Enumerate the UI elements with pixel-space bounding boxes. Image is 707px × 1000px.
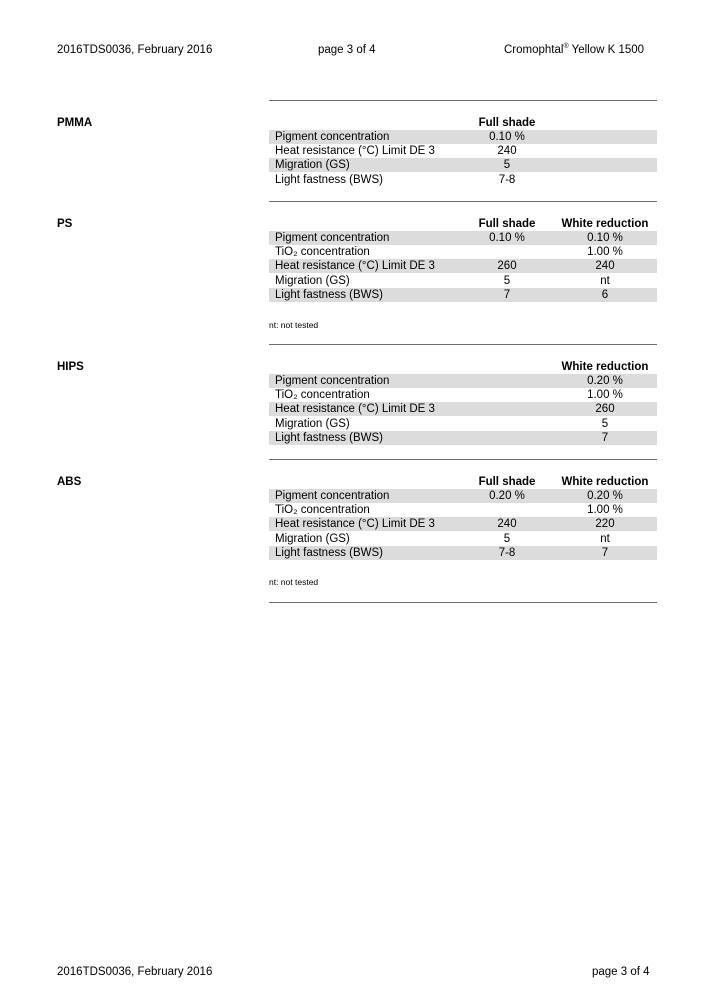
table-row <box>269 158 657 172</box>
table-row <box>269 245 657 259</box>
table-row <box>269 532 657 546</box>
value-full-shade: 0.10 % <box>489 232 525 244</box>
value-full-shade: 0.10 % <box>489 131 525 143</box>
row-label: TiO₂ concentration <box>275 504 370 516</box>
value-full-shade: 240 <box>497 145 517 157</box>
section-rule <box>269 100 657 101</box>
registered-mark: ® <box>563 43 569 51</box>
value-full-shade: 5 <box>503 159 511 171</box>
col-header-full-shade: Full shade <box>478 218 536 230</box>
header-product <box>504 44 644 56</box>
product-suffix: Yellow K 1500 <box>568 44 645 56</box>
section-title: PMMA <box>57 117 93 129</box>
header-doc-id: 2016TDS0036, February 2016 <box>57 44 213 56</box>
table-row <box>269 417 657 431</box>
row-label: TiO₂ concentration <box>275 246 370 258</box>
row-label: Heat resistance (°C) Limit DE 3 <box>275 145 435 157</box>
footer-doc-id: 2016TDS0036, February 2016 <box>57 966 213 978</box>
row-label: Light fastness (BWS) <box>275 174 384 186</box>
row-label: Migration (GS) <box>275 418 350 430</box>
value-white-reduction: 0.20 % <box>587 375 623 387</box>
table-row <box>269 489 657 503</box>
value-full-shade: 7 <box>503 289 511 301</box>
section-title: ABS <box>57 476 82 488</box>
row-label: Pigment concentration <box>275 232 390 244</box>
value-full-shade: 7-8 <box>498 547 516 559</box>
section-title: PS <box>57 218 73 230</box>
row-label: Pigment concentration <box>275 490 390 502</box>
row-label: Pigment concentration <box>275 375 390 387</box>
value-white-reduction: 260 <box>595 403 615 415</box>
table-row <box>269 173 657 187</box>
table-row <box>269 402 657 416</box>
table-row <box>269 503 657 517</box>
value-full-shade: 240 <box>497 518 517 530</box>
table-row <box>269 431 657 445</box>
row-label: Light fastness (BWS) <box>275 289 384 301</box>
table-row <box>269 388 657 402</box>
row-label: Migration (GS) <box>275 275 350 287</box>
row-label: Migration (GS) <box>275 533 350 545</box>
value-white-reduction: 220 <box>595 518 615 530</box>
value-full-shade: 0.20 % <box>489 490 525 502</box>
footnote: nt: not tested <box>269 577 319 587</box>
row-label: Migration (GS) <box>275 159 350 171</box>
value-white-reduction: 1.00 % <box>587 389 623 401</box>
value-full-shade: 5 <box>503 533 511 545</box>
value-full-shade: 5 <box>503 275 511 287</box>
value-white-reduction: 0.20 % <box>587 490 623 502</box>
table-row <box>269 274 657 288</box>
table-row <box>269 546 657 560</box>
row-label: TiO₂ concentration <box>275 389 370 401</box>
row-label: Light fastness (BWS) <box>275 432 384 444</box>
footnote: nt: not tested <box>269 320 319 330</box>
table-row <box>269 374 657 388</box>
section-rule <box>269 344 657 345</box>
value-white-reduction: 6 <box>601 289 609 301</box>
col-header-white-reduction: White reduction <box>561 218 649 230</box>
value-white-reduction: nt <box>600 275 610 287</box>
row-label: Heat resistance (°C) Limit DE 3 <box>275 403 435 415</box>
row-label: Heat resistance (°C) Limit DE 3 <box>275 518 435 530</box>
value-white-reduction: 7 <box>601 432 609 444</box>
value-white-reduction: 1.00 % <box>587 504 623 516</box>
header-page-number: page 3 of 4 <box>318 44 376 56</box>
value-white-reduction: 5 <box>601 418 609 430</box>
table-row <box>269 259 657 273</box>
product-name: Cromophtal <box>504 44 564 56</box>
table-row <box>269 288 657 302</box>
col-header-full-shade: Full shade <box>478 476 536 488</box>
row-label: Heat resistance (°C) Limit DE 3 <box>275 260 435 272</box>
table-row <box>269 130 657 144</box>
row-label: Pigment concentration <box>275 131 390 143</box>
col-header-white-reduction: White reduction <box>561 476 649 488</box>
section-rule <box>269 201 657 202</box>
col-header-full-shade: Full shade <box>478 117 536 129</box>
table-row <box>269 144 657 158</box>
section-rule <box>269 459 657 460</box>
value-white-reduction: 7 <box>601 547 609 559</box>
closing-rule <box>269 602 657 603</box>
value-white-reduction: nt <box>600 533 610 545</box>
footer-page-number: page 3 of 4 <box>592 966 650 978</box>
section-title: HIPS <box>57 361 84 373</box>
value-full-shade: 260 <box>497 260 517 272</box>
col-header-white-reduction: White reduction <box>561 361 649 373</box>
value-white-reduction: 1.00 % <box>587 246 623 258</box>
value-white-reduction: 0.10 % <box>587 232 623 244</box>
row-label: Light fastness (BWS) <box>275 547 384 559</box>
value-full-shade: 7-8 <box>498 174 516 186</box>
table-row <box>269 231 657 245</box>
table-row <box>269 517 657 531</box>
value-white-reduction: 240 <box>595 260 615 272</box>
